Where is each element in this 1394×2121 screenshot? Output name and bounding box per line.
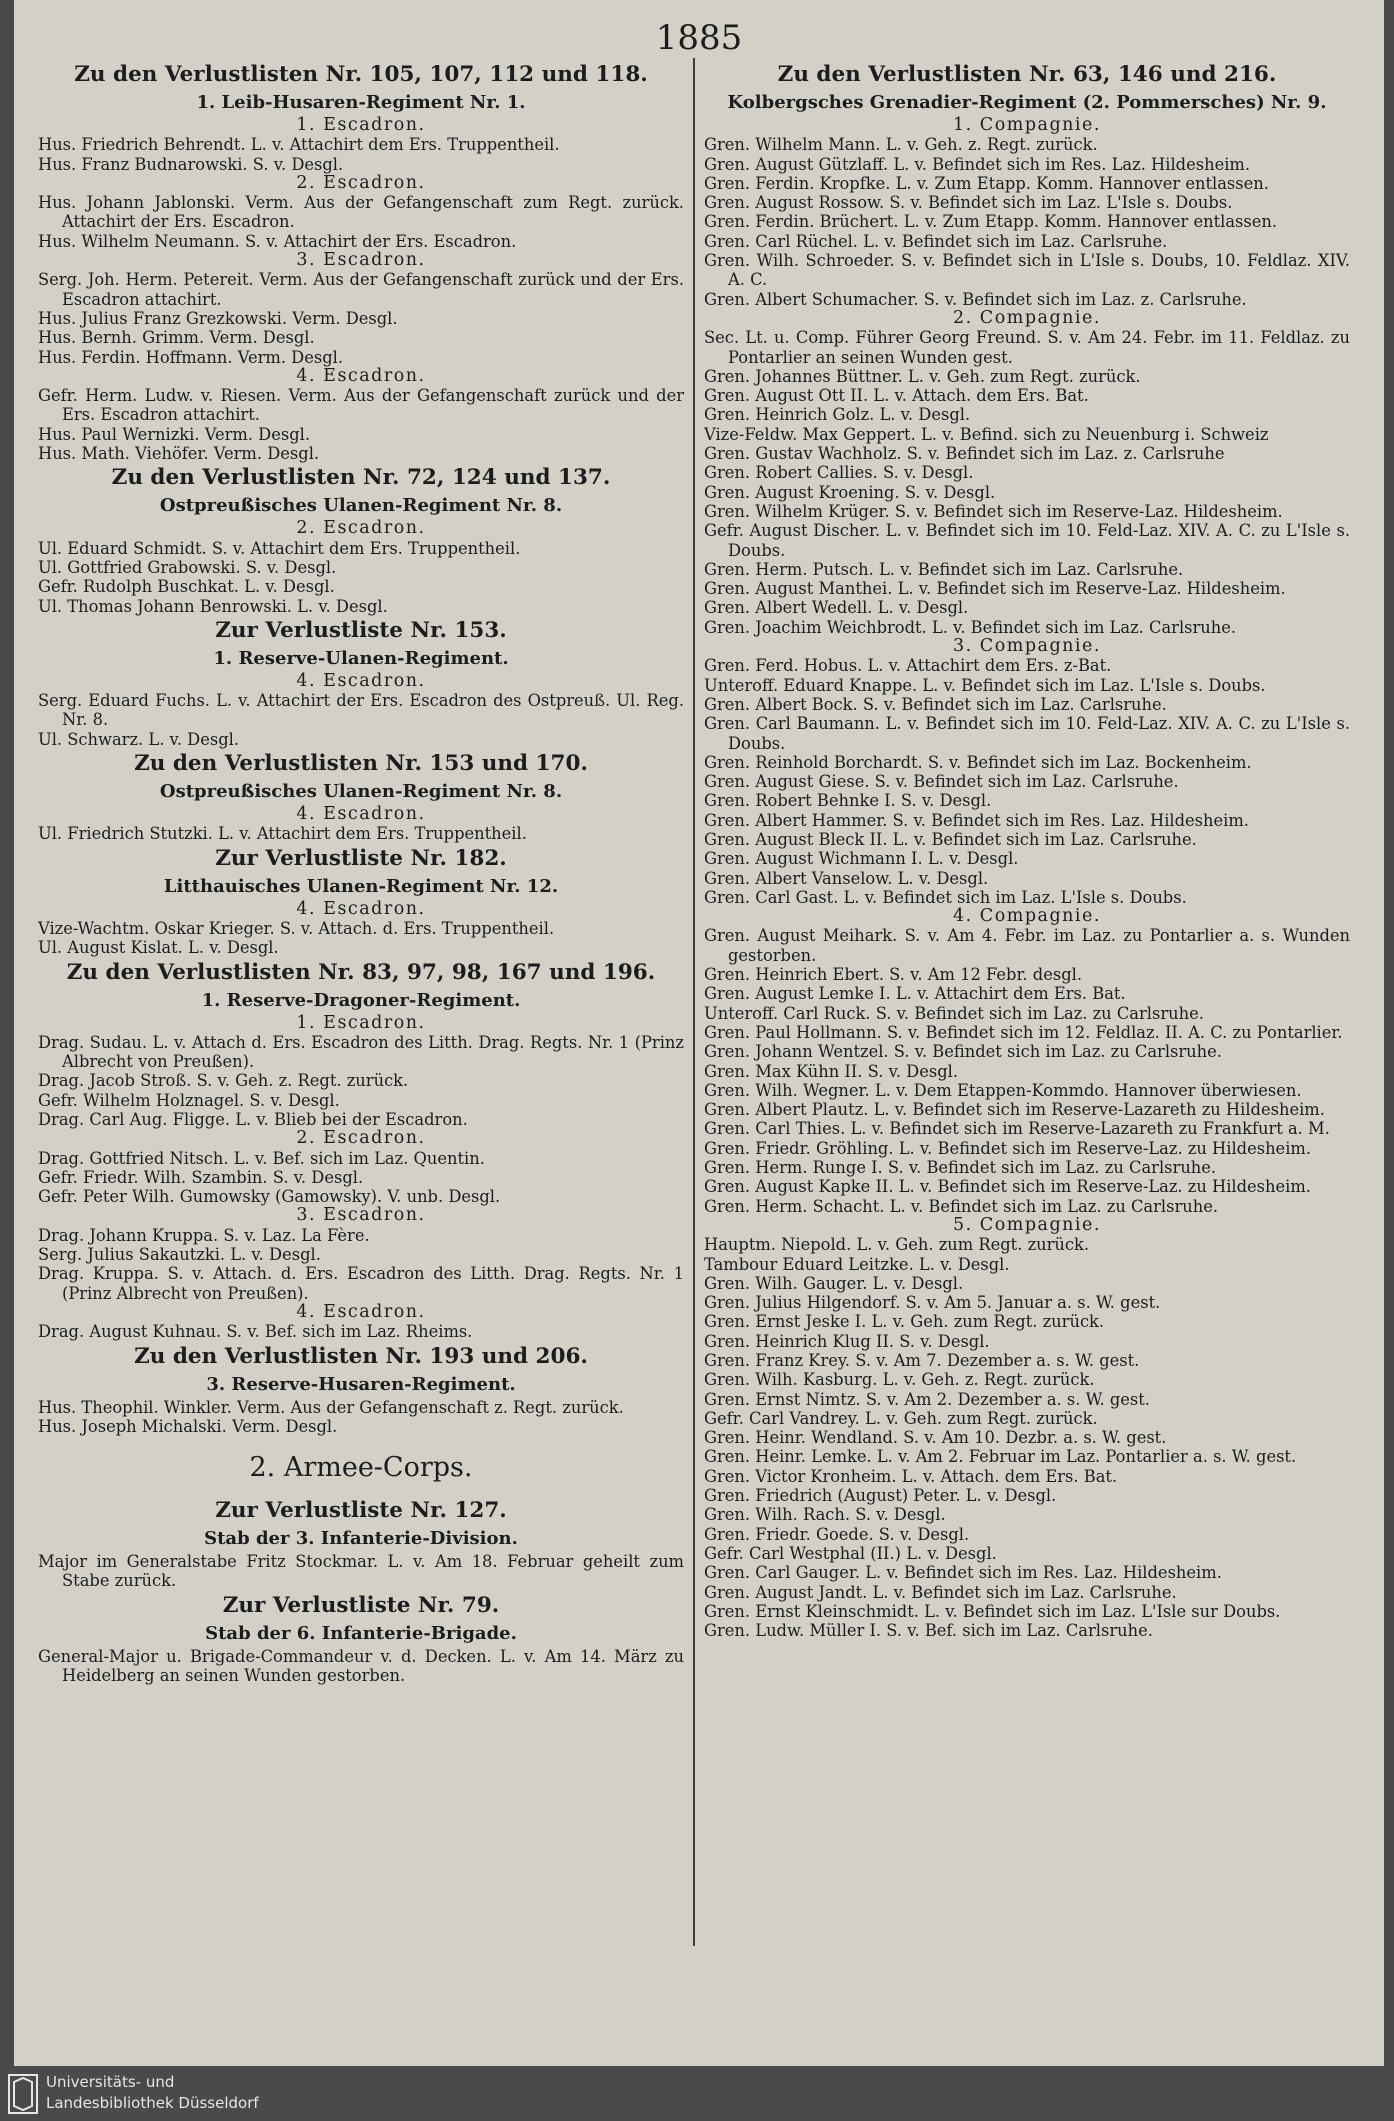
- unit-heading: 2. Escadron.: [296, 518, 426, 539]
- regiment-heading: Stab der 3. Infanterie-Division.: [204, 1528, 518, 1550]
- unit-heading: 3. Escadron.: [296, 250, 426, 271]
- corps-heading: 2. Armee-Corps.: [249, 1452, 473, 1484]
- casualty-entry: Gefr. Friedr. Wilh. Szambin. S. v. Desgl.: [38, 1167, 364, 1187]
- library-logo-icon: [8, 2074, 38, 2114]
- casualty-entry: Gefr. Carl Vandrey. L. v. Geh. zum Regt. zurück.: [704, 1408, 1098, 1428]
- casualty-entry: Gren. Heinrich Golz. L. v. Desgl.: [704, 405, 971, 425]
- page-number: 1885: [655, 18, 743, 58]
- casualty-entry: Gren. Carl Gast. L. v. Befindet sich im Laz. L'Isle s. Doubs.: [704, 887, 1187, 907]
- regiment-heading: Litthauisches Ulanen-Regiment Nr. 12.: [163, 875, 559, 897]
- casualty-entry: Gren. Wilh. Gauger. L. v. Desgl.: [704, 1273, 964, 1293]
- casualty-entry: Gren. August Ott II. L. v. Attach. dem Ers. Bat.: [704, 386, 1089, 406]
- casualty-entry: Gren. August Wichmann I. L. v. Desgl.: [704, 849, 1019, 869]
- casualty-entry: Drag. August Kuhnau. S. v. Bef. sich im Laz. Rheims.: [38, 1322, 473, 1342]
- casualty-entry: Gren. Friedrich (August) Peter. L. v. Desgl.: [704, 1486, 1057, 1506]
- casualty-entry: Gren. Albert Hammer. S. v. Befindet sich im Res. Laz. Hildesheim.: [704, 810, 1249, 830]
- casualty-entry: Drag. Jacob Stroß. S. v. Geh. z. Regt. zurück.: [38, 1071, 409, 1091]
- casualty-entry: Ul. Friedrich Stutzki. L. v. Attachirt dem Ers. Truppentheil.: [38, 824, 527, 844]
- casualty-entry: Ul. Schwarz. L. v. Desgl.: [38, 729, 240, 749]
- casualty-entry: Gren. Wilh. Rach. S. v. Desgl.: [704, 1505, 946, 1525]
- casualty-entry: Serg. Joh. Herm. Petereit. Verm. Aus der Gefangenschaft zurück und der Ers. Escadron attachirt.: [38, 270, 684, 309]
- regiment-heading: Ostpreußisches Ulanen-Regiment Nr. 8.: [159, 495, 563, 517]
- casualty-entry: Hus. Ferdin. Hoffmann. Verm. Desgl.: [38, 347, 344, 367]
- casualty-entry: Hus. Friedrich Behrendt. L. v. Attachirt dem Ers. Truppentheil.: [38, 135, 560, 155]
- casualty-entry: Gren. Johann Wentzel. S. v. Befindet sich im Laz. zu Carlsruhe.: [704, 1042, 1222, 1062]
- casualty-entry: Gren. Gustav Wachholz. S. v. Befindet sich im Laz. z. Carlsruhe: [704, 444, 1225, 464]
- casualty-entry: Hauptm. Niepold. L. v. Geh. zum Regt. zurück.: [704, 1235, 1090, 1255]
- library-footer: [0, 2066, 1394, 2121]
- casualty-entry: Hus. Paul Wernizki. Verm. Desgl.: [38, 424, 311, 444]
- unit-heading: 4. Escadron.: [296, 670, 426, 691]
- unit-heading: 1. Compagnie.: [953, 115, 1101, 135]
- casualty-entry: Gren. Herm. Putsch. L. v. Befindet sich im Laz. Carlsruhe.: [704, 559, 1184, 579]
- casualty-entry: Hus. Math. Viehöfer. Verm. Desgl.: [38, 444, 320, 464]
- casualty-entry: Gren. Carl Gauger. L. v. Befindet sich im Res. Laz. Hildesheim.: [704, 1563, 1222, 1583]
- casualty-entry: Gren. Ferd. Hobus. L. v. Attachirt dem Ers. z-Bat.: [704, 656, 1112, 676]
- casualty-entry: Gren. Franz Krey. S. v. Am 7. Dezember a. s. W. gest.: [704, 1351, 1140, 1370]
- unit-heading: 2. Escadron.: [296, 172, 426, 193]
- casualty-entry: Gren. August Jandt. L. v. Befindet sich im Laz. Carlsruhe.: [704, 1582, 1177, 1602]
- casualty-entry: Hus. Franz Budnarowski. S. v. Desgl.: [38, 154, 344, 174]
- regiment-heading: 1. Reserve-Dragoner-Regiment.: [201, 989, 521, 1011]
- regiment-heading: 3. Reserve-Husaren-Regiment.: [206, 1373, 516, 1395]
- casualty-entry: Vize-Wachtm. Oskar Krieger. S. v. Attach. d. Ers. Truppentheil.: [38, 918, 555, 938]
- casualty-entry: Gren. Ernst Kleinschmidt. L. v. Befindet sich im Laz. L'Isle sur Doubs.: [704, 1601, 1281, 1621]
- regiment-heading: Stab der 6. Infanterie-Brigade.: [205, 1622, 517, 1644]
- casualty-entry: Gren. Paul Hollmann. S. v. Befindet sich im 12. Feldlaz. II. A. C. zu Pontarlier.: [704, 1022, 1343, 1042]
- casualty-entry: Unteroff. Eduard Knappe. L. v. Befindet sich im Laz. L'Isle s. Doubs.: [704, 675, 1266, 695]
- casualty-entry: Gren. Albert Vanselow. L. v. Desgl.: [704, 868, 989, 888]
- list-heading: Zur Verlustliste Nr. 182.: [215, 845, 507, 871]
- unit-heading: 1. Escadron.: [296, 115, 426, 135]
- casualty-entry: Drag. Gottfried Nitsch. L. v. Bef. sich im Laz. Quentin.: [38, 1148, 485, 1168]
- casualty-entry: Gren. Victor Kronheim. L. v. Attach. dem Ers. Bat.: [704, 1466, 1118, 1486]
- regiment-heading: 1. Reserve-Ulanen-Regiment.: [213, 647, 509, 669]
- list-heading: Zur Verlustliste Nr. 79.: [222, 1592, 500, 1618]
- unit-heading: 2. Compagnie.: [953, 307, 1101, 328]
- casualty-entry: Gefr. Carl Westphal (II.) L. v. Desgl.: [704, 1543, 997, 1563]
- casualty-entry: Gren. August Giese. S. v. Befindet sich im Laz. Carlsruhe.: [704, 772, 1179, 792]
- unit-heading: 4. Escadron.: [296, 1301, 426, 1322]
- casualty-entry: Gren. Wilh. Wegner. L. v. Dem Etappen-Kommdo. Hannover überwiesen.: [704, 1080, 1302, 1100]
- right-column: [704, 60, 1350, 1640]
- casualty-entry: Ul. August Kislat. L. v. Desgl.: [38, 938, 279, 958]
- casualty-entry: Gren. Max Kühn II. S. v. Desgl.: [704, 1061, 959, 1081]
- unit-heading: 3. Escadron.: [296, 1205, 426, 1226]
- casualty-entry: Gren. Joachim Weichbrodt. L. v. Befindet sich im Laz. Carlsruhe.: [704, 617, 1237, 637]
- casualty-entry: Gren. Reinhold Borchardt. S. v. Befindet sich im Laz. Bockenheim.: [704, 752, 1252, 772]
- casualty-entry: Gren. August Manthei. L. v. Befindet sich im Reserve-Laz. Hildesheim.: [704, 579, 1286, 599]
- casualty-entry: Gren. Albert Bock. S. v. Befindet sich im Laz. Carlsruhe.: [704, 694, 1167, 714]
- regiment-heading: 1. Leib-Husaren-Regiment Nr. 1.: [196, 92, 526, 113]
- left-column: [38, 60, 684, 1685]
- casualty-entry: Gren. Johannes Büttner. L. v. Geh. zum Regt. zurück.: [704, 366, 1141, 386]
- casualty-entry: Gren. Wilhelm Mann. L. v. Geh. z. Regt. zurück.: [704, 135, 1098, 155]
- casualty-entry: Gefr. August Discher. L. v. Befindet sich im 10. Feld-Laz. XIV. A. C. zu L'Isle s. Doubs.: [704, 521, 1350, 560]
- casualty-entry: Gren. Carl Baumann. L. v. Befindet sich im 10. Feld-Laz. XIV. A. C. zu L'Isle s. Doubs.: [704, 714, 1350, 753]
- casualty-entry: Hus. Johann Jablonski. Verm. Aus der Gefangenschaft zum Regt. zurück. Attachirt der Ers. Escadron.: [38, 193, 684, 232]
- list-heading: Zur Verlustliste Nr. 127.: [215, 1498, 507, 1524]
- casualty-entry: Gren. Wilhelm Krüger. S. v. Befindet sich im Reserve-Laz. Hildesheim.: [704, 501, 1283, 521]
- casualty-entry: Gren. Heinr. Lemke. L. v. Am 2. Februar im Laz. Pontarlier a. s. W. gest.: [704, 1447, 1297, 1467]
- casualty-entry: Serg. Eduard Fuchs. L. v. Attachirt der Ers. Escadron des Ostpreuß. Ul. Reg. Nr. 8.: [38, 691, 684, 730]
- unit-heading: 2. Escadron.: [296, 1128, 426, 1149]
- unit-heading: 4. Escadron.: [296, 365, 426, 386]
- column-divider: [693, 58, 695, 1946]
- casualty-entry: Drag. Kruppa. S. v. Attach. d. Ers. Escadron des Litth. Drag. Regts. Nr. 1 (Prinz Albrecht von Preußen).: [38, 1264, 684, 1303]
- casualty-entry: Gren. Albert Schumacher. S. v. Befindet sich im Laz. z. Carlsruhe.: [704, 289, 1247, 309]
- unit-heading: 4. Compagnie.: [953, 906, 1101, 927]
- casualty-entry: Serg. Julius Sakautzki. L. v. Desgl.: [38, 1245, 321, 1265]
- list-heading: Zu den Verlustlisten Nr. 72, 124 und 137.: [111, 465, 611, 491]
- casualty-entry: Gren. Julius Hilgendorf. S. v. Am 5. Januar a. s. W. gest.: [704, 1293, 1161, 1313]
- regiment-heading: Kolbergsches Grenadier-Regiment (2. Pommersches) Nr. 9.: [727, 92, 1327, 113]
- casualty-entry: Tambour Eduard Leitzke. L. v. Desgl.: [704, 1254, 1010, 1274]
- casualty-entry: Gren. August Gützlaff. L. v. Befindet sich im Res. Laz. Hildesheim.: [704, 154, 1251, 174]
- casualty-entry: Hus. Theophil. Winkler. Verm. Aus der Gefangenschaft z. Regt. zurück.: [38, 1397, 624, 1417]
- casualty-entry: Hus. Bernh. Grimm. Verm. Desgl.: [38, 328, 315, 348]
- casualty-entry: Gren. August Kapke II. L. v. Befindet sich im Reserve-Laz. zu Hildesheim.: [704, 1177, 1311, 1197]
- casualty-entry: Gren. August Lemke I. L. v. Attachirt dem Ers. Bat.: [704, 984, 1126, 1004]
- casualty-entry: Gren. Wilh. Schroeder. S. v. Befindet sich in L'Isle s. Doubs, 10. Feldlaz. XIV. A. C.: [704, 251, 1350, 290]
- casualty-entry: Gren. Carl Thies. L. v. Befindet sich im Reserve-Lazareth zu Frankfurt a. M.: [704, 1119, 1330, 1139]
- casualty-entry: Gren. August Rossow. S. v. Befindet sich im Laz. L'Isle s. Doubs.: [704, 193, 1233, 213]
- casualty-entry: Gefr. Peter Wilh. Gumowsky (Gamowsky). V. unb. Desgl.: [38, 1187, 501, 1207]
- casualty-entry: Gren. Friedr. Goede. S. v. Desgl.: [704, 1524, 970, 1544]
- list-heading: Zu den Verlustlisten Nr. 63, 146 und 216.: [777, 62, 1277, 87]
- casualty-entry: Gren. Ludw. Müller I. S. v. Bef. sich im Laz. Carlsruhe.: [704, 1621, 1153, 1641]
- casualty-entry: Gren. Ferdin. Brüchert. L. v. Zum Etapp. Komm. Hannover entlassen.: [704, 212, 1278, 232]
- casualty-entry: Gren. Ferdin. Kropfke. L. v. Zum Etapp. Komm. Hannover entlassen.: [704, 173, 1269, 193]
- unit-heading: 4. Escadron.: [296, 898, 426, 919]
- casualty-entry: Drag. Johann Kruppa. S. v. Laz. La Fère.: [38, 1225, 370, 1245]
- casualty-entry: Ul. Thomas Johann Benrowski. L. v. Desgl.: [38, 596, 388, 616]
- casualty-entry: Gren. Ernst Nimtz. S. v. Am 2. Dezember a. s. W. gest.: [704, 1389, 1150, 1409]
- footer-line-1: Universitäts- und: [46, 2073, 175, 2091]
- footer-line-2: Landesbibliothek Düsseldorf: [46, 2094, 259, 2112]
- casualty-entry: Gefr. Wilhelm Holznagel. S. v. Desgl.: [38, 1090, 340, 1110]
- casualty-entry: Hus. Julius Franz Grezkowski. Verm. Desgl.: [38, 308, 398, 328]
- casualty-entry: Gefr. Herm. Ludw. v. Riesen. Verm. Aus der Gefangenschaft zurück und der Ers. Escadron attachirt.: [38, 386, 684, 425]
- casualty-entry: Drag. Carl Aug. Fligge. L. v. Blieb bei der Escadron.: [38, 1109, 468, 1129]
- unit-heading: 4. Escadron.: [296, 804, 426, 825]
- regiment-heading: Ostpreußisches Ulanen-Regiment Nr. 8.: [159, 781, 563, 803]
- casualty-entry: Hus. Joseph Michalski. Verm. Desgl.: [38, 1416, 338, 1436]
- casualty-entry: Major im Generalstabe Fritz Stockmar. L. v. Am 18. Februar geheilt zum Stabe zurück.: [38, 1552, 684, 1591]
- casualty-entry: Gren. Herm. Runge I. S. v. Befindet sich im Laz. zu Carlsruhe.: [704, 1158, 1217, 1178]
- casualty-entry: Gren. Ernst Jeske I. L. v. Geh. zum Regt. zurück.: [704, 1312, 1105, 1332]
- casualty-entry: Hus. Wilhelm Neumann. S. v. Attachirt der Ers. Escadron.: [38, 231, 517, 251]
- casualty-entry: Vize-Feldw. Max Geppert. L. v. Befind. sich zu Neuenburg i. Schweiz: [704, 424, 1269, 444]
- casualty-entry: Gren. Robert Callies. S. v. Desgl.: [704, 463, 974, 483]
- casualty-entry: Gren. Heinr. Wendland. S. v. Am 10. Dezbr. a. s. W. gest.: [704, 1428, 1167, 1448]
- casualty-entry: General-Major u. Brigade-Commandeur v. d. Decken. L. v. Am 14. März zu Heidelberg an seinen Wunden gestorben.: [38, 1646, 684, 1686]
- casualty-entry: Gren. Herm. Schacht. L. v. Befindet sich im Laz. zu Carlsruhe.: [704, 1196, 1219, 1216]
- casualty-entry: Gren. Robert Behnke I. S. v. Desgl.: [704, 791, 992, 811]
- casualty-entry: Unteroff. Carl Ruck. S. v. Befindet sich im Laz. zu Carlsruhe.: [704, 1003, 1204, 1023]
- casualty-entry: Gren. Heinrich Klug II. S. v. Desgl.: [704, 1331, 990, 1351]
- casualty-entry: Gren. Albert Wedell. L. v. Desgl.: [704, 598, 969, 618]
- list-heading: Zur Verlustliste Nr. 153.: [215, 617, 507, 643]
- casualty-entry: Gren. Albert Plautz. L. v. Befindet sich im Reserve-Lazareth zu Hildesheim.: [704, 1100, 1325, 1120]
- unit-heading: 5. Compagnie.: [953, 1214, 1101, 1235]
- casualty-entry: Gren. Wilh. Kasburg. L. v. Geh. z. Regt. zurück.: [704, 1370, 1095, 1390]
- casualty-entry: Drag. Sudau. L. v. Attach d. Ers. Escadron des Litth. Drag. Regts. Nr. 1 (Prinz Albrecht von Preußen).: [38, 1032, 684, 1072]
- casualty-entry: Gren. August Meihark. S. v. Am 4. Febr. im Laz. zu Pontarlier a. s. Wunden gestorben.: [704, 926, 1350, 965]
- unit-heading: 3. Compagnie.: [953, 636, 1101, 657]
- casualty-entry: Gren. Friedr. Gröhling. L. v. Befindet sich im Reserve-Laz. zu Hildesheim.: [704, 1138, 1312, 1158]
- unit-heading: 1. Escadron.: [296, 1012, 426, 1033]
- list-heading: Zu den Verlustlisten Nr. 105, 107, 112 und 118.: [74, 62, 648, 87]
- casualty-entry: Gren. August Kroening. S. v. Desgl.: [704, 482, 996, 502]
- casualty-entry: Gren. Heinrich Ebert. S. v. Am 12 Febr. desgl.: [704, 965, 1083, 985]
- newspaper-page: [14, 0, 1384, 2066]
- casualty-entry: Gefr. Rudolph Buschkat. L. v. Desgl.: [38, 577, 335, 597]
- list-heading: Zu den Verlustlisten Nr. 83, 97, 98, 167 und 196.: [66, 959, 656, 985]
- casualty-entry: Ul. Gottfried Grabowski. S. v. Desgl.: [38, 557, 337, 577]
- list-heading: Zu den Verlustlisten Nr. 193 und 206.: [134, 1343, 588, 1369]
- list-heading: Zu den Verlustlisten Nr. 153 und 170.: [134, 751, 588, 777]
- casualty-entry: Gren. Carl Rüchel. L. v. Befindet sich im Laz. Carlsruhe.: [704, 231, 1168, 251]
- casualty-entry: Ul. Eduard Schmidt. S. v. Attachirt dem Ers. Truppentheil.: [38, 538, 521, 558]
- casualty-entry: Gren. August Bleck II. L. v. Befindet sich im Laz. Carlsruhe.: [704, 829, 1197, 849]
- casualty-entry: Sec. Lt. u. Comp. Führer Georg Freund. S. v. Am 24. Febr. im 11. Feldlaz. zu Pontarlier an seinen Wunden gest.: [704, 328, 1350, 367]
